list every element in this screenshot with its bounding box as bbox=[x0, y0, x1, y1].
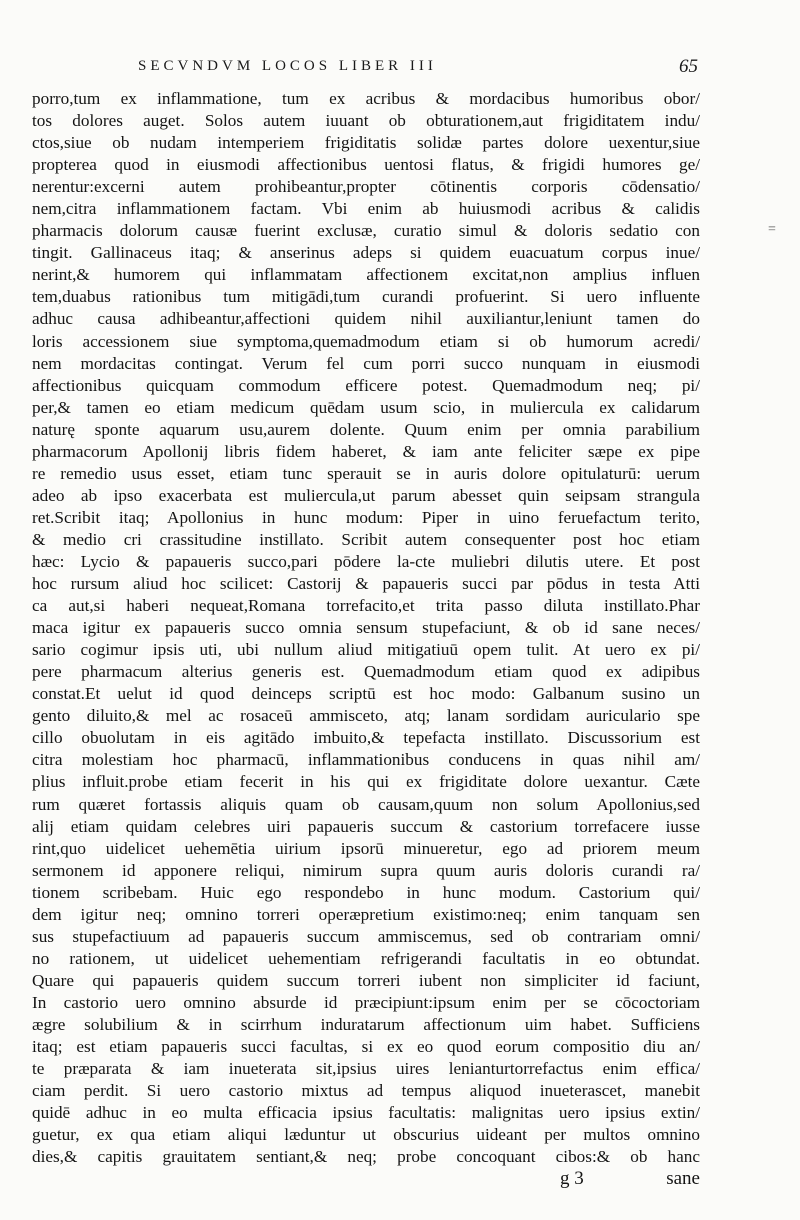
text-line: tem,duabus rationibus tum mitigādi,tum curandi profuerint. Si uero influente bbox=[32, 287, 700, 307]
body-text bbox=[32, 88, 700, 1168]
text-line: constat.Et uelut id quod deinceps scriptū est hoc modo: Galbanum susino un bbox=[32, 684, 700, 704]
text-line: itaq; est etiam papaueris succi facultas, si ex eo quod eorum compositio diu an/ bbox=[32, 1037, 700, 1057]
text-line: naturę sponte aquarum usu,aurem dolente. Quum enim per omnia parabilium bbox=[32, 419, 700, 439]
text-line: Quare qui papaueris quidem succum torreri iubent non simpliciter id faciunt, bbox=[32, 970, 700, 990]
text-line: tos dolores auget. Solos autem iuuant ob obturationem,aut frigiditatem indu/ bbox=[32, 111, 700, 131]
text-line: hæc: Lycio & papaueris succo,pari pōdere la-cte muliebri dilutis utere. Et post bbox=[32, 551, 700, 571]
text-line: nerint,& humorem qui inflammatam affectionem excitat,non amplius influen bbox=[32, 265, 700, 285]
text-line: In castorio uero omnino absurde id præcipiunt:ipsum enim per se cōcoctoriam bbox=[32, 992, 700, 1012]
text-line: ca aut,si haberi nequeat,Romana torrefacito,et trita passo diluta instillato.Phar bbox=[32, 596, 700, 616]
text-line: te præparata & iam inueterata sit,ipsius uires lenianturtorrefactus enim effica/ bbox=[32, 1059, 700, 1079]
text-line: ciam perdit. Si uero castorio mixtus ad tempus aliquod inueterascet, manebit bbox=[32, 1081, 700, 1101]
text-line: ret.Scribit itaq; Apollonius in hunc modum: Piper in uino feruefactum terito, bbox=[32, 507, 700, 527]
text-line: citra molestiam hoc pharmacū, inflammationibus conducens in quas nihil am/ bbox=[32, 750, 700, 770]
signature-mark: g 3 bbox=[560, 1168, 584, 1189]
text-line: plius influit.probe etiam fecerit in his qui ex frigiditate dolore uexantur. Cæte bbox=[32, 772, 700, 792]
running-head: SECVNDVM LOCOS LIBER III bbox=[138, 58, 437, 74]
page-header bbox=[138, 58, 698, 88]
text-line: quidē adhuc in eo multa efficacia ipsius facultatis: malignitas uero ipsius extin/ bbox=[32, 1103, 700, 1123]
text-line: adeo ab ipso exacerbata est muliercula,ut parum abesset quin seipsam strangula bbox=[32, 485, 700, 505]
text-line: sermonem id apponere reliqui, nimirum supra quum auris doloris curandi ra/ bbox=[32, 860, 700, 880]
text-line: cillo obuolutam in eis agitādo imbuito,& tepefacta instillato. Discussorium est bbox=[32, 728, 700, 748]
text-line: rint,quo uidelicet uehemētia uirium ipsorū minueretur, ego ad priorem meum bbox=[32, 838, 700, 858]
text-line: alij etiam quidam celebres uiri papaueris succum & castorium torrefacere iusse bbox=[32, 816, 700, 836]
text-line: ctos,siue ob nudam intemperiem frigiditatis solidæ partes dolore uexentur,siue bbox=[32, 133, 700, 153]
text-line: dem igitur neq; omnino torreri operæpretium existimo:neq; enim tanquam sen bbox=[32, 904, 700, 924]
text-line: per,& tamen eo etiam medicum quēdam usum scio, in muliercula ex calidarum bbox=[32, 397, 700, 417]
text-line: tingit. Gallinaceus itaq; & anserinus adeps si quidem euacuatum corpus inue/ bbox=[32, 243, 700, 263]
text-line: affectionibus quicquam commodum efficere potest. Quemadmodum neq; pi/ bbox=[32, 375, 700, 395]
page-number: 65 bbox=[679, 56, 698, 77]
text-line: adhuc causa adhibeantur,affectioni quidem nihil auxiliantur,leniunt tamen do bbox=[32, 309, 700, 329]
text-line: re remedio usus esset, etiam tunc sperauit se in auris dolore opitulaturū: uerum bbox=[32, 463, 700, 483]
text-line: pere pharmacum alterius generis est. Quemadmodum etiam quod ex adipibus bbox=[32, 662, 700, 682]
text-line: propterea quod in eiusmodi affectionibus uentosi flatus, & frigidi humores ge/ bbox=[32, 155, 700, 175]
text-line: porro,tum ex inflammatione, tum ex acribus & mordacibus humoribus obor/ bbox=[32, 89, 700, 108]
text-line: sus stupefactiuum ad papaueris succum ammiscemus, sed ob contrariam omni/ bbox=[32, 926, 700, 946]
text-line: rum quæret fortassis aliquis quam ob causam,quum non solum Apollonius,sed bbox=[32, 794, 700, 814]
text-line: dies,& capitis grauitatem sentiant,& neq; probe concoquant cibos:& ob hanc bbox=[32, 1147, 700, 1167]
text-line: no rationem, ut uidelicet uehementiam refrigerandi facultatis in eo obtundat. bbox=[32, 948, 700, 968]
text-line: nerentur:excerni autem prohibeantur,propter cōtinentis corporis cōdensatio/ bbox=[32, 177, 700, 197]
text-line: nem,citra inflammationem factam. Vbi enim ab huiusmodi acribus & calidis bbox=[32, 199, 700, 219]
text-line: maca igitur ex papaueris succo omnia sensum stupefaciunt, & ob id sane neces/ bbox=[32, 618, 700, 638]
text-line: gento diluito,& mel ac rosaceū ammisceto, atq; lanam sordidam auriculario spe bbox=[32, 706, 700, 726]
text-line: sario cogimur ipsis uti, ubi nullum aliud mitigatiuū opem tulit. At uero ex pi/ bbox=[32, 640, 700, 660]
text-line: guetur, ex qua etiam aliqui læduntur ut obscurius uideant per multos omnino bbox=[32, 1125, 700, 1145]
text-line: tionem scribebam. Huic ego respondebo in hunc modum. Castorium qui/ bbox=[32, 882, 700, 902]
text-line: pharmacorum Apollonij libris fidem haberet, & iam ante feliciter sæpe ex pipe bbox=[32, 441, 700, 461]
text-line: & medio cri crassitudine instillato. Scribit autem consequenter post hoc etiam bbox=[32, 529, 700, 549]
text-line: pharmacis dolorum causæ fuerint exclusæ, curatio simul & doloris sedatio con bbox=[32, 221, 700, 241]
page-footer bbox=[560, 1168, 700, 1194]
margin-mark: = bbox=[768, 222, 776, 237]
text-line: ægre solubilium & in scirrhum induratarum affectionum uim habet. Sufficiens bbox=[32, 1014, 700, 1034]
catchword: sane bbox=[666, 1168, 700, 1189]
text-line: nem mordacitas contingat. Verum fel cum porri succo nunquam in eiusmodi bbox=[32, 353, 700, 373]
text-line: hoc rursum aliud hoc scilicet: Castorij & papaueris succi par pōdus in testa Atti bbox=[32, 574, 700, 594]
text-line: loris accessionem siue symptoma,quemadmodum etiam si ob humorum acredi/ bbox=[32, 331, 700, 351]
